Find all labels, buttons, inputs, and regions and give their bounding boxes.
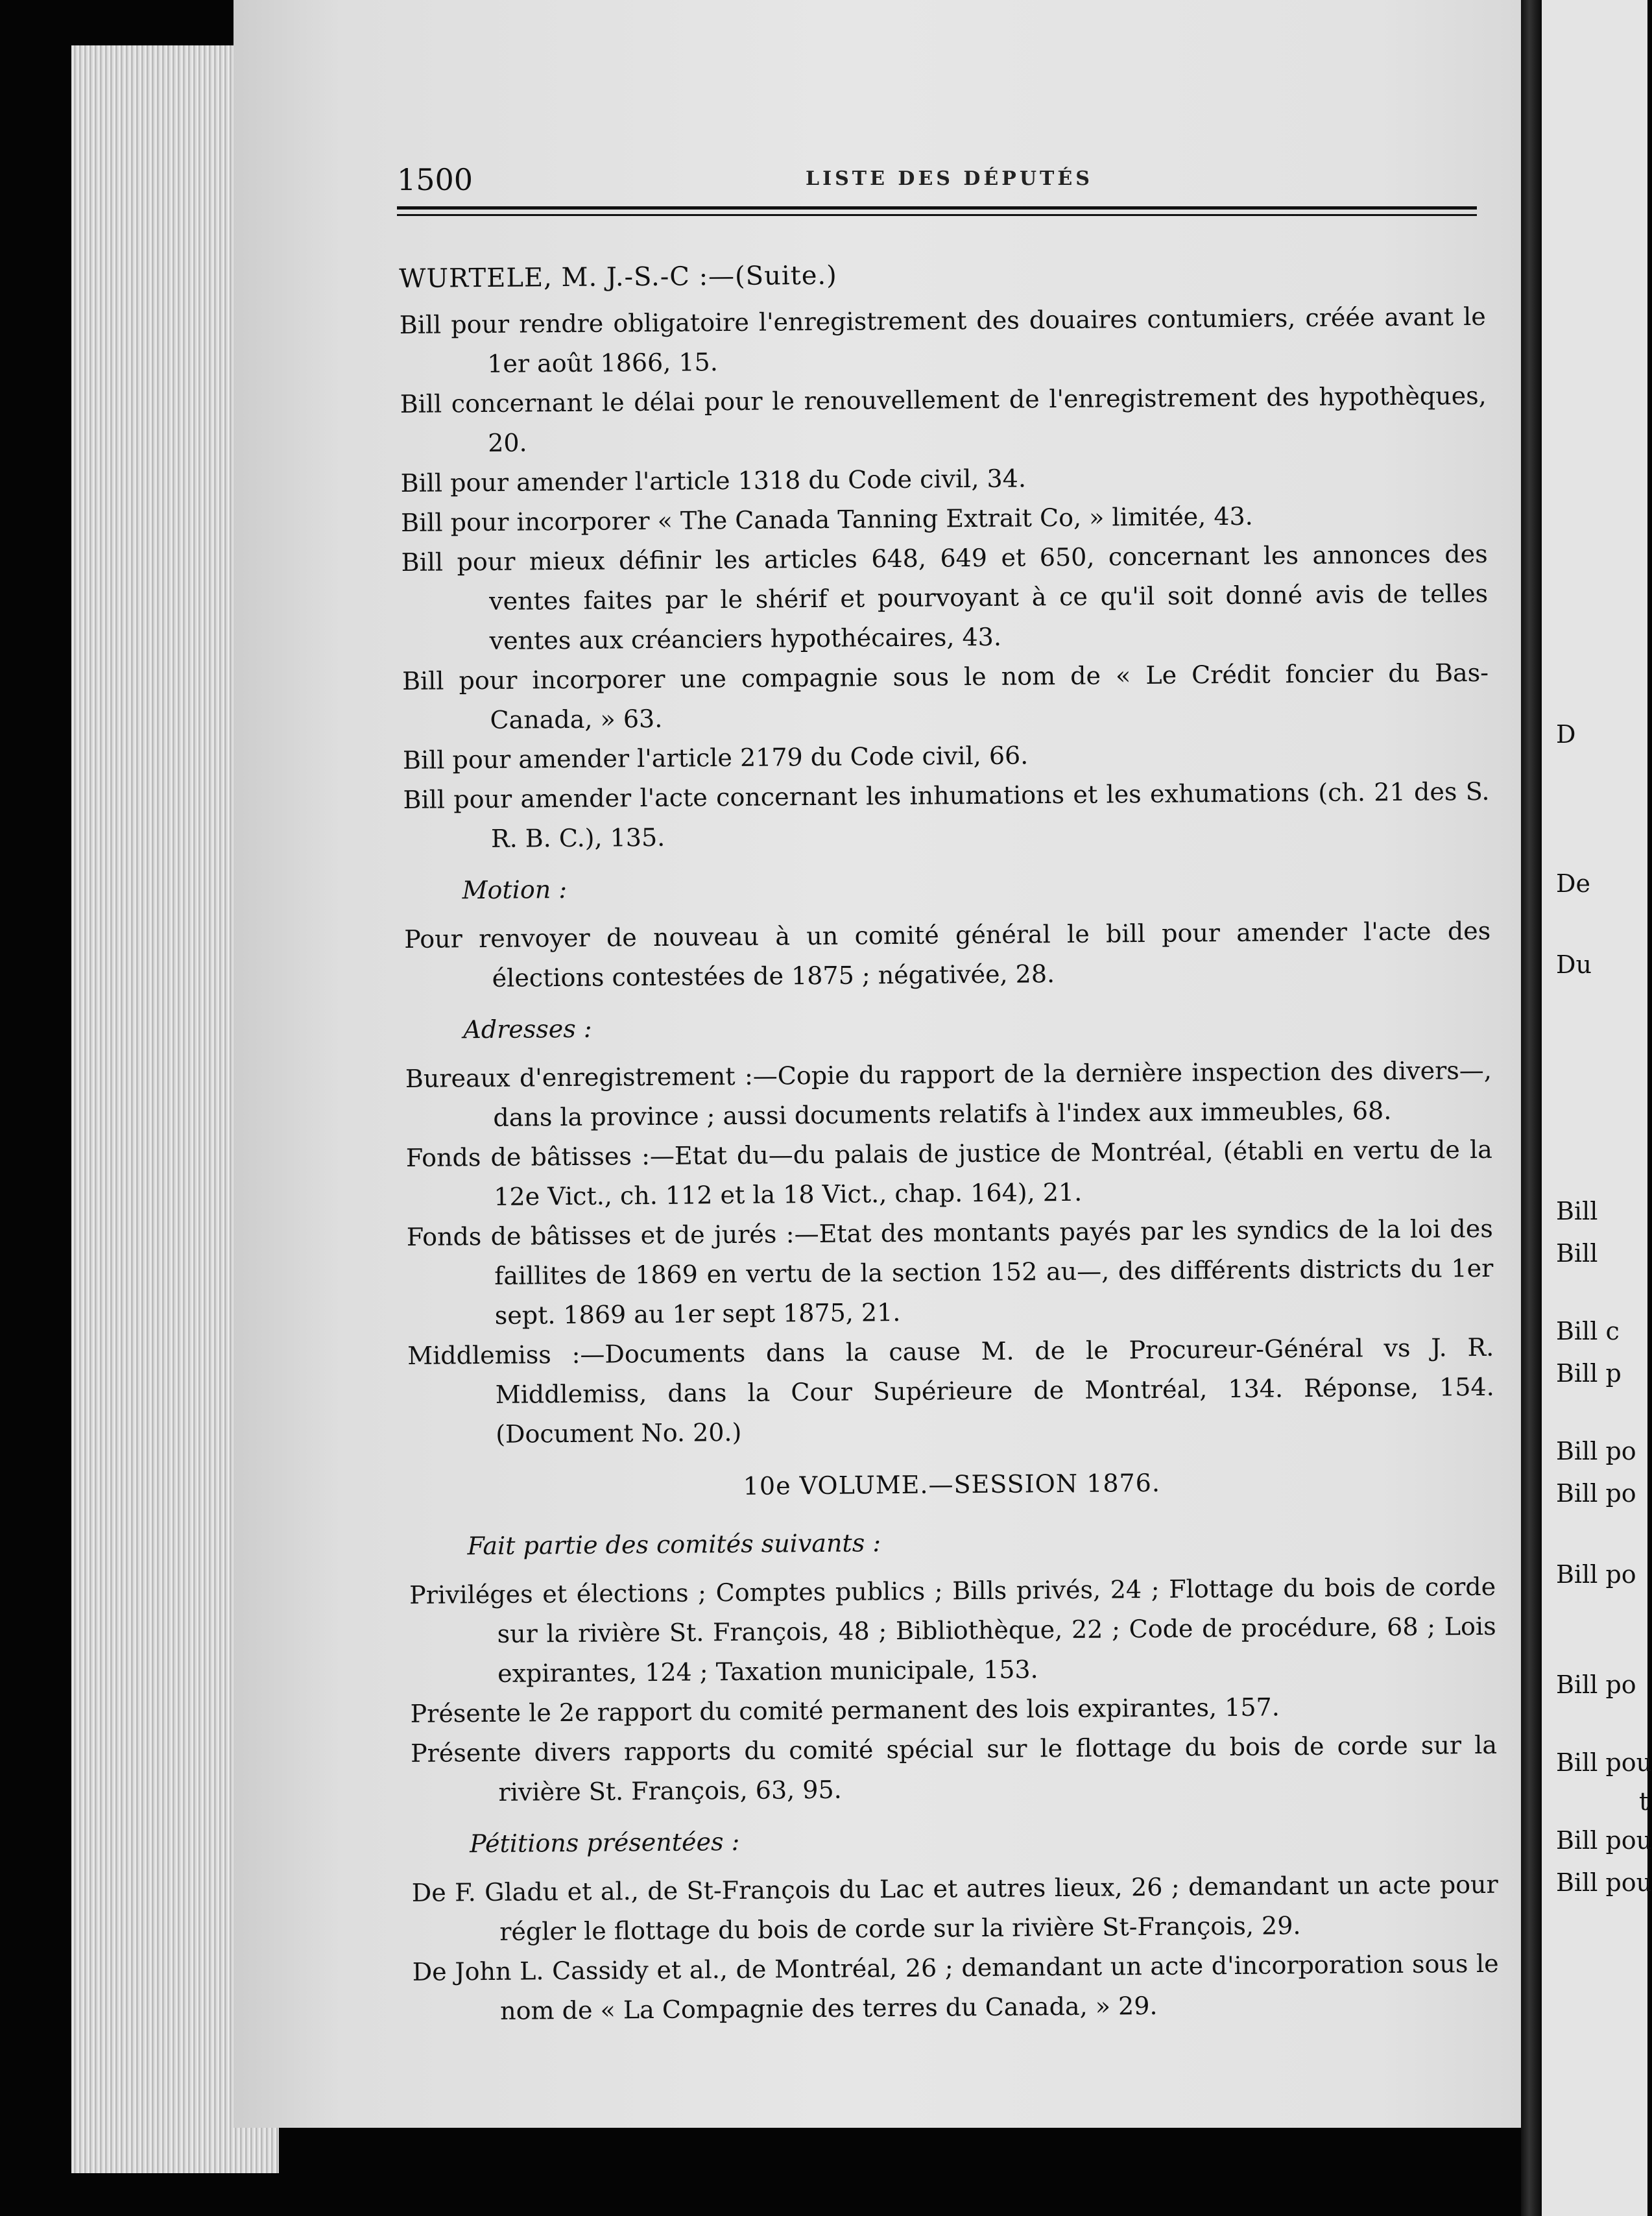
address-entry: Fonds de bâtisses :—Etat du—du palais de justice de Montréal, (établi en vertu de la 12e Vict., ch. 112 et la 18 Vict., chap. 164), 21. bbox=[405, 1135, 1492, 1211]
bill-entry: Bill pour amender l'article 1318 du Code civil, 34. bbox=[400, 464, 1027, 498]
bill-entry: Bill pour amender l'article 2179 du Code civil, 66. bbox=[402, 741, 1029, 775]
next-page-text: Bill po bbox=[1556, 1670, 1636, 1699]
next-page-text: Bill po bbox=[1556, 1479, 1636, 1508]
next-page-text: De bbox=[1556, 869, 1590, 898]
address-entry: Bureaux d'enregistrement :—Copie du rapport de la dernière inspection des divers—, dans la province ; aussi documents relatifs à l'index aux immeubles, 68. bbox=[405, 1055, 1492, 1132]
petition-entry: De F. Gladu et al., de St-François du Lac et autres lieux, 26 ; demandant un acte pour régler le flottage du bois de corde sur la rivière St-François, 29. bbox=[411, 1870, 1498, 1946]
next-page-text: Du bbox=[1556, 950, 1592, 979]
header-rule bbox=[397, 214, 1477, 216]
committee-entry: Présente le 2e rapport du comité permanent des lois expirantes, 157. bbox=[410, 1692, 1280, 1728]
next-page-fragment bbox=[1542, 0, 1652, 2216]
next-page-text: Bill pou bbox=[1556, 1748, 1652, 1777]
petitions-heading: Pétitions présentées : bbox=[470, 1827, 740, 1859]
page-body bbox=[399, 251, 1499, 2032]
addresses-heading: Adresses : bbox=[463, 1014, 592, 1044]
next-page-text: Bill po bbox=[1556, 1560, 1636, 1589]
bill-entry: Bill pour rendre obligatoire l'enregistrement des douaires contumiers, créée avant le 1er août 1866, 15. bbox=[399, 302, 1486, 378]
next-page-text: Bill bbox=[1556, 1239, 1598, 1268]
motion-entry: Pour renvoyer de nouveau à un comité général le bill pour amender l'acte des élections contestées de 1875 ; négativée, 28. bbox=[404, 916, 1491, 993]
address-entry: Fonds de bâtisses et de jurés :—Etat des montants payés par les syndics de la loi des faillites de 1869 en vertu de la section 152 au—, des différents districts du 1er sept. 1869 au 1er sept 1875, 21. bbox=[406, 1214, 1494, 1330]
committees-heading: Fait partie des comités suivants : bbox=[467, 1528, 881, 1561]
next-page-text: t bbox=[1639, 1787, 1649, 1816]
bill-entry: Bill pour incorporer une compagnie sous le nom de « Le Crédit foncier du Bas-Canada, » 63. bbox=[401, 658, 1489, 734]
page-header bbox=[397, 162, 1477, 201]
running-title: LISTE DES DÉPUTÉS bbox=[806, 167, 1093, 190]
next-page-text: Bill c bbox=[1556, 1317, 1620, 1345]
next-page-text: Bill p bbox=[1556, 1359, 1622, 1388]
committee-entry: Priviléges et élections ; Comptes publics ; Bills privés, 24 ; Flottage du bois de corde sur la rivière St. François, 48 ; Bibliothèque, 22 ; Code de procédure, 68 ; Lois expirantes, 124 ; Taxation municipale, 153. bbox=[409, 1572, 1496, 1688]
next-page-text: D bbox=[1556, 720, 1576, 749]
library-stamp bbox=[79, 765, 118, 1103]
motion-heading: Motion : bbox=[462, 874, 568, 905]
session-title: 10e VOLUME.—SESSION 1876. bbox=[743, 1468, 1161, 1500]
bill-entry: Bill pour mieux définir les articles 648, 649 et 650, concernant les annonces des ventes faites par le shérif et pourvoyant à ce qu'il soit donné avis de telles ventes aux créanciers hypothécaires, 43. bbox=[401, 539, 1489, 655]
book-gutter bbox=[1521, 0, 1542, 2216]
page-number: 1500 bbox=[397, 162, 473, 197]
bill-entry: Bill pour amender l'acte concernant les inhumations et les exhumations (ch. 21 des S. R. B. C.), 135. bbox=[403, 777, 1490, 853]
address-entry: Middlemiss :—Documents dans la cause M. de le Procureur-Général vs J. R. Middlemiss, dans la Cour Supérieure de Montréal, 134. Réponse, 154. (Document No. 20.) bbox=[407, 1332, 1494, 1449]
petition-entry: De John L. Cassidy et al., de Montréal, 26 ; demandant un acte d'incorporation sous le nom de « La Compagnie des terres du Canada, » 29. bbox=[412, 1949, 1499, 2025]
next-page-text: Bill pou bbox=[1556, 1868, 1652, 1897]
next-page-text: Bill po bbox=[1556, 1437, 1636, 1465]
committee-entry: Présente divers rapports du comité spécial sur le flottage du bois de corde sur la rivière St. François, 63, 95. bbox=[410, 1730, 1498, 1807]
next-page-text: Bill pou bbox=[1556, 1826, 1652, 1855]
bill-entry: Bill pour incorporer « The Canada Tanning Extrait Co, » limitée, 43. bbox=[401, 501, 1253, 537]
member-heading: WURTELE, M. J.-S.-C :—(Suite.) bbox=[399, 260, 837, 294]
bill-entry: Bill concernant le délai pour le renouvellement de l'enregistrement des hypothèques, 20. bbox=[400, 381, 1487, 457]
header-rule bbox=[397, 206, 1477, 210]
next-page-text: Bill bbox=[1556, 1197, 1598, 1225]
